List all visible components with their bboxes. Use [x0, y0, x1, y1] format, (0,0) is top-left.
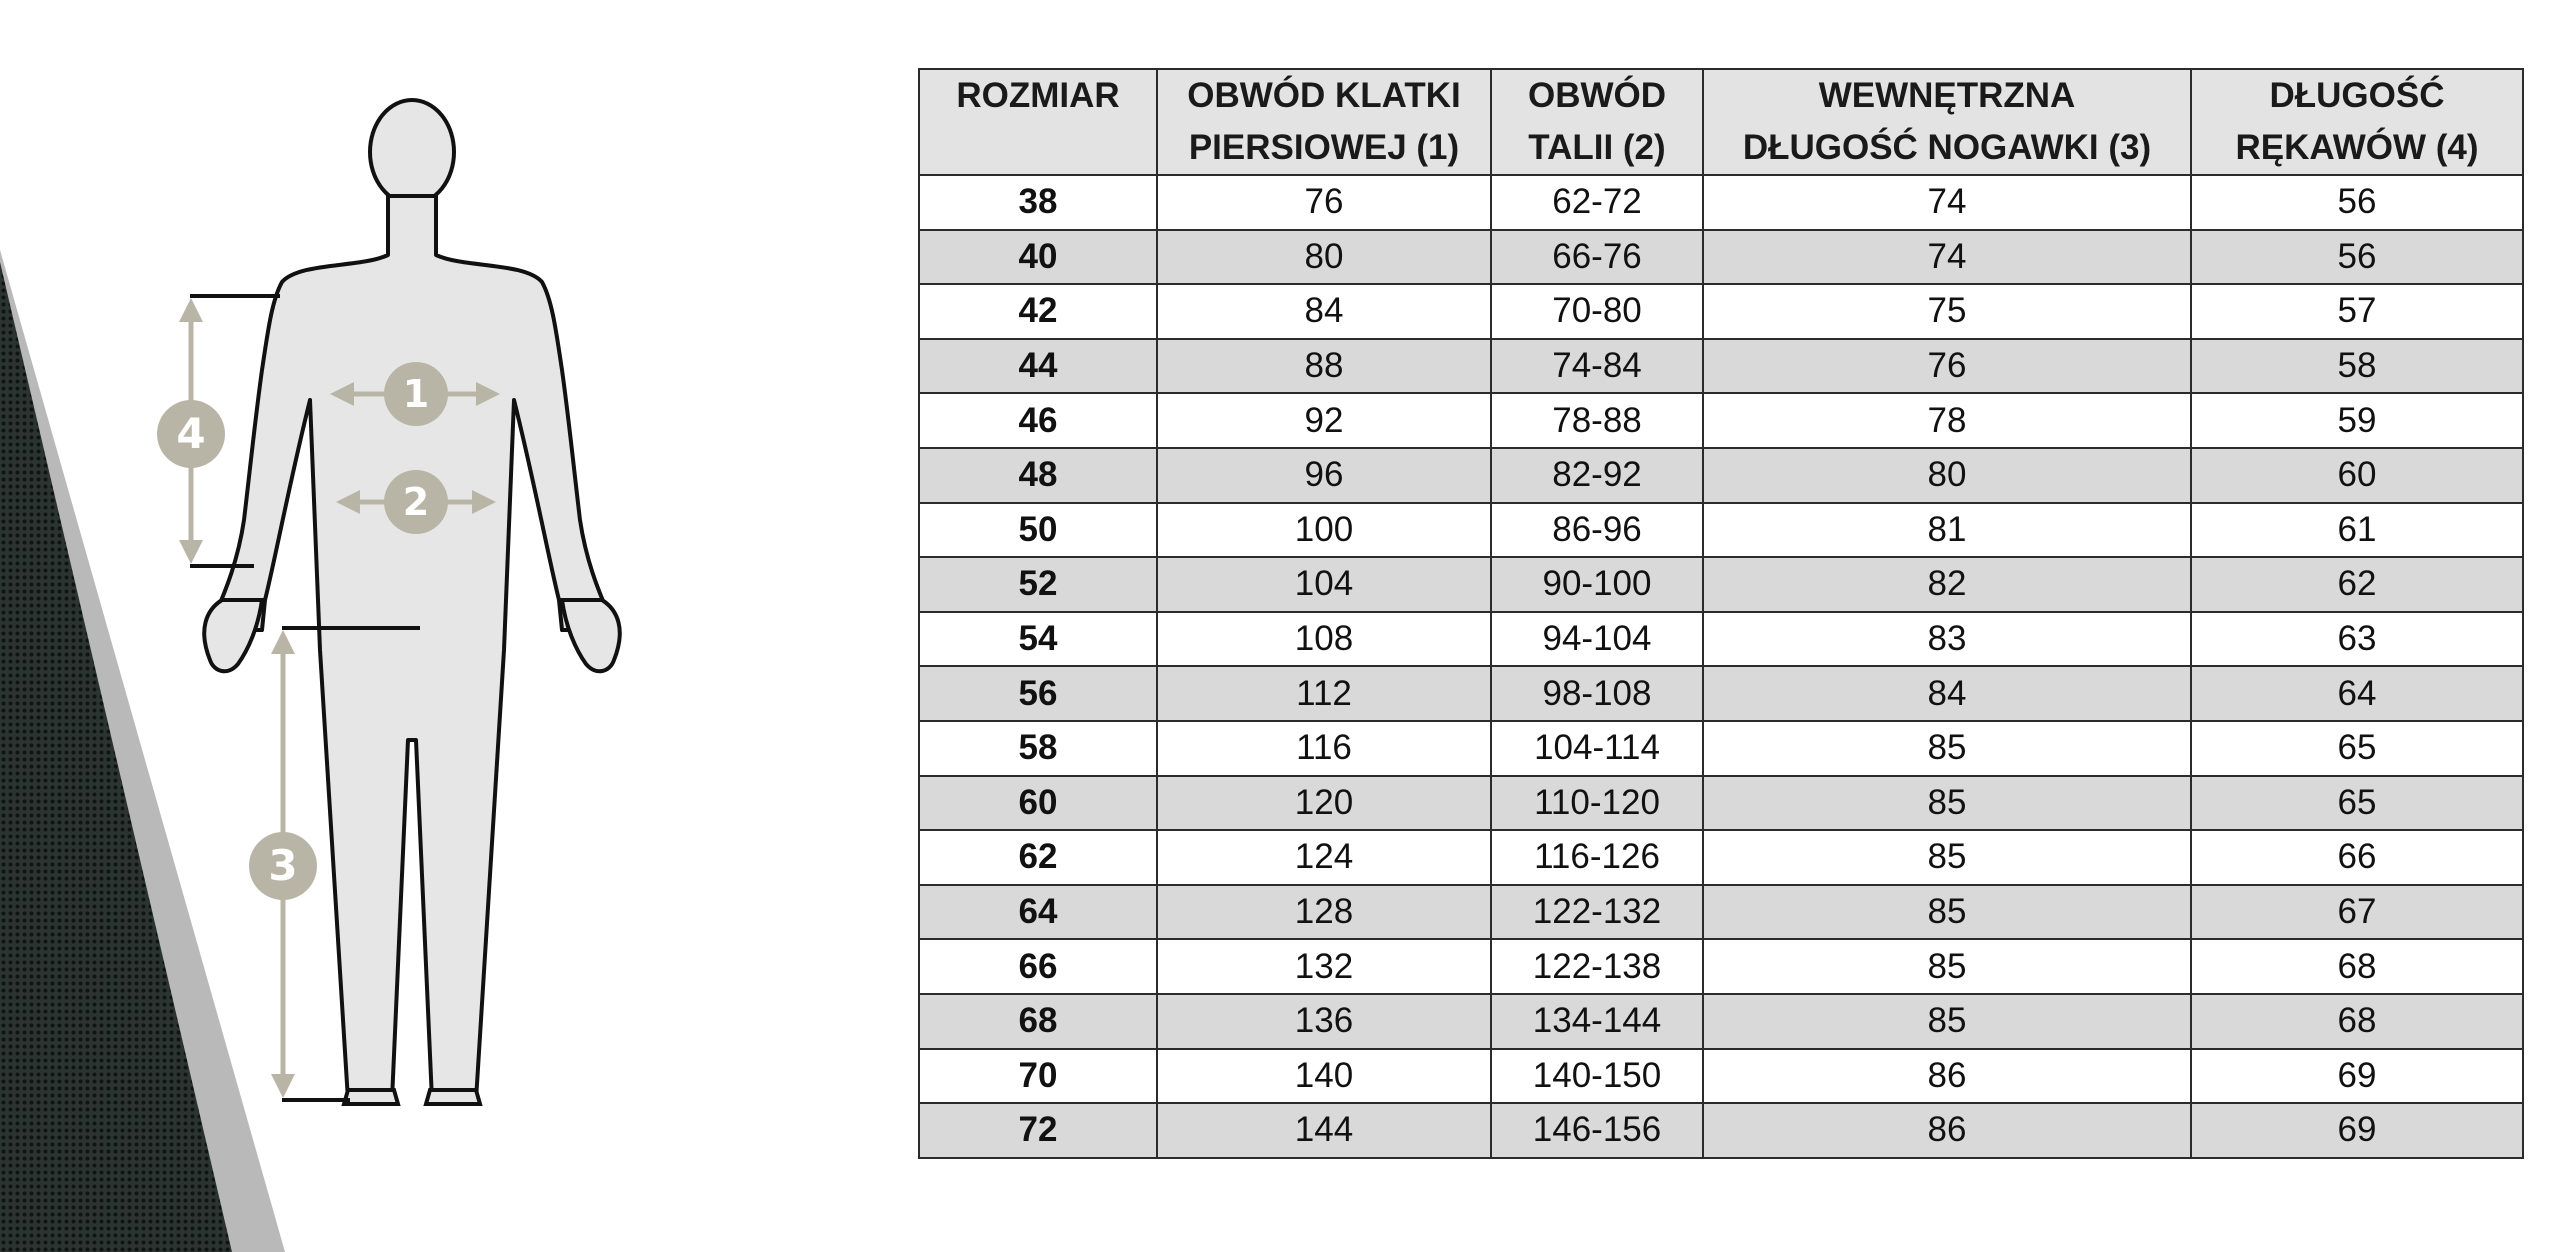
table-body	[919, 175, 2523, 1158]
chest-cell: 140	[1157, 1049, 1491, 1104]
inner-leg-cell: 84	[1703, 666, 2191, 721]
size-cell: 38	[919, 175, 1157, 230]
inner-leg-cell: 85	[1703, 721, 2191, 776]
size-cell: 40	[919, 230, 1157, 285]
inner-leg-cell: 75	[1703, 284, 2191, 339]
marker-inner-leg-label: 3	[268, 841, 298, 890]
chest-cell: 76	[1157, 175, 1491, 230]
waist-cell: 146-156	[1491, 1103, 1703, 1158]
chest-cell: 112	[1157, 666, 1491, 721]
inner-leg-cell: 85	[1703, 994, 2191, 1049]
size-chart-table	[918, 68, 2524, 1159]
chest-cell: 144	[1157, 1103, 1491, 1158]
waist-cell: 82-92	[1491, 448, 1703, 503]
table-row	[919, 939, 2523, 994]
waist-cell: 62-72	[1491, 175, 1703, 230]
chest-cell: 104	[1157, 557, 1491, 612]
inner-leg-cell: 86	[1703, 1103, 2191, 1158]
sleeve-cell: 66	[2191, 830, 2523, 885]
marker-waist-label: 2	[402, 480, 430, 524]
size-cell: 50	[919, 503, 1157, 558]
waist-cell: 78-88	[1491, 393, 1703, 448]
marker-inner-leg	[249, 832, 317, 900]
size-cell: 64	[919, 885, 1157, 940]
table-row	[919, 557, 2523, 612]
inner-leg-cell: 76	[1703, 339, 2191, 394]
chest-cell: 116	[1157, 721, 1491, 776]
chest-cell: 84	[1157, 284, 1491, 339]
size-cell: 44	[919, 339, 1157, 394]
left-foot-shape	[344, 1090, 398, 1104]
inner-leg-cell: 80	[1703, 448, 2191, 503]
sleeve-cell: 62	[2191, 557, 2523, 612]
inner-leg-cell: 74	[1703, 175, 2191, 230]
inner-leg-cell: 82	[1703, 557, 2191, 612]
size-cell: 68	[919, 994, 1157, 1049]
waist-cell: 86-96	[1491, 503, 1703, 558]
chest-cell: 124	[1157, 830, 1491, 885]
inner-leg-cell: 85	[1703, 885, 2191, 940]
waist-cell: 104-114	[1491, 721, 1703, 776]
size-cell: 62	[919, 830, 1157, 885]
table-row	[919, 175, 2523, 230]
inner-leg-cell: 85	[1703, 776, 2191, 831]
sleeve-cell: 67	[2191, 885, 2523, 940]
waist-cell: 98-108	[1491, 666, 1703, 721]
header-sleeve-line1: DŁUGOŚĆ	[2269, 76, 2445, 115]
header-sleeve-line2: RĘKAWÓW (4)	[2235, 128, 2479, 167]
sleeve-cell: 65	[2191, 776, 2523, 831]
table-row	[919, 1103, 2523, 1158]
table-row	[919, 994, 2523, 1049]
table-row	[919, 230, 2523, 285]
header-size-line1: ROZMIAR	[956, 76, 1120, 115]
inner-leg-cell: 78	[1703, 393, 2191, 448]
waist-cell: 122-132	[1491, 885, 1703, 940]
chest-cell: 120	[1157, 776, 1491, 831]
sleeve-cell: 68	[2191, 939, 2523, 994]
inner-leg-cell: 74	[1703, 230, 2191, 285]
table-row	[919, 503, 2523, 558]
header-inner-leg-line1: WEWNĘTRZNA	[1818, 76, 2076, 115]
waist-cell: 122-138	[1491, 939, 1703, 994]
table-row	[919, 830, 2523, 885]
table-header	[919, 69, 2523, 175]
header-waist-line2: TALII (2)	[1528, 128, 1666, 167]
header-inner-leg	[1703, 69, 2191, 175]
size-cell: 72	[919, 1103, 1157, 1158]
waist-cell: 70-80	[1491, 284, 1703, 339]
waist-cell: 94-104	[1491, 612, 1703, 667]
size-cell: 42	[919, 284, 1157, 339]
chest-cell: 132	[1157, 939, 1491, 994]
header-waist-line1: OBWÓD	[1527, 76, 1667, 115]
sleeve-cell: 58	[2191, 339, 2523, 394]
inner-leg-cell: 85	[1703, 939, 2191, 994]
chest-cell: 108	[1157, 612, 1491, 667]
sleeve-cell: 68	[2191, 994, 2523, 1049]
table-row	[919, 448, 2523, 503]
waist-cell: 134-144	[1491, 994, 1703, 1049]
sleeve-cell: 56	[2191, 175, 2523, 230]
waist-cell: 74-84	[1491, 339, 1703, 394]
header-sleeve	[2191, 69, 2523, 175]
waist-cell: 140-150	[1491, 1049, 1703, 1104]
waist-cell: 110-120	[1491, 776, 1703, 831]
sleeve-cell: 59	[2191, 393, 2523, 448]
chest-cell: 96	[1157, 448, 1491, 503]
header-waist	[1491, 69, 1703, 175]
sleeve-cell: 69	[2191, 1103, 2523, 1158]
chest-cell: 128	[1157, 885, 1491, 940]
marker-sleeve	[157, 400, 225, 468]
marker-chest-label: 1	[402, 372, 430, 416]
size-cell: 70	[919, 1049, 1157, 1104]
marker-sleeve-label: 4	[176, 409, 206, 458]
header-size	[919, 69, 1157, 175]
size-cell: 54	[919, 612, 1157, 667]
table-row	[919, 776, 2523, 831]
sleeve-cell: 63	[2191, 612, 2523, 667]
inner-leg-cell: 85	[1703, 830, 2191, 885]
header-inner-leg-line2: DŁUGOŚĆ NOGAWKI (3)	[1742, 128, 2152, 167]
size-cell: 66	[919, 939, 1157, 994]
chest-cell: 88	[1157, 339, 1491, 394]
table-row	[919, 339, 2523, 394]
sleeve-cell: 61	[2191, 503, 2523, 558]
marker-chest	[384, 362, 448, 426]
sleeve-cell: 69	[2191, 1049, 2523, 1104]
size-cell: 48	[919, 448, 1157, 503]
sleeve-cell: 56	[2191, 230, 2523, 285]
chest-cell: 136	[1157, 994, 1491, 1049]
head-shape	[370, 100, 454, 204]
size-cell: 60	[919, 776, 1157, 831]
table-row	[919, 666, 2523, 721]
size-cell: 56	[919, 666, 1157, 721]
chest-cell: 100	[1157, 503, 1491, 558]
right-foot-shape	[426, 1090, 480, 1104]
body-measurement-figure	[0, 0, 900, 1252]
table-row	[919, 284, 2523, 339]
size-cell: 46	[919, 393, 1157, 448]
size-cell: 58	[919, 721, 1157, 776]
sleeve-cell: 64	[2191, 666, 2523, 721]
inner-leg-cell: 86	[1703, 1049, 2191, 1104]
human-silhouette	[204, 100, 620, 1104]
chest-cell: 92	[1157, 393, 1491, 448]
table-row	[919, 721, 2523, 776]
table-row	[919, 612, 2523, 667]
header-chest	[1157, 69, 1491, 175]
table-row	[919, 885, 2523, 940]
chest-cell: 80	[1157, 230, 1491, 285]
left-hand-shape	[204, 600, 262, 671]
header-chest-line1: OBWÓD KLATKI	[1187, 76, 1461, 115]
sleeve-cell: 57	[2191, 284, 2523, 339]
size-cell: 52	[919, 557, 1157, 612]
waist-cell: 66-76	[1491, 230, 1703, 285]
sleeve-cell: 60	[2191, 448, 2523, 503]
table-row	[919, 393, 2523, 448]
right-hand-shape	[562, 600, 620, 671]
table-row	[919, 1049, 2523, 1104]
sleeve-cell: 65	[2191, 721, 2523, 776]
header-row	[919, 69, 2523, 175]
waist-cell: 90-100	[1491, 557, 1703, 612]
header-chest-line2: PIERSIOWEJ (1)	[1188, 128, 1460, 167]
waist-cell: 116-126	[1491, 830, 1703, 885]
inner-leg-cell: 81	[1703, 503, 2191, 558]
marker-waist	[384, 470, 448, 534]
inner-leg-cell: 83	[1703, 612, 2191, 667]
